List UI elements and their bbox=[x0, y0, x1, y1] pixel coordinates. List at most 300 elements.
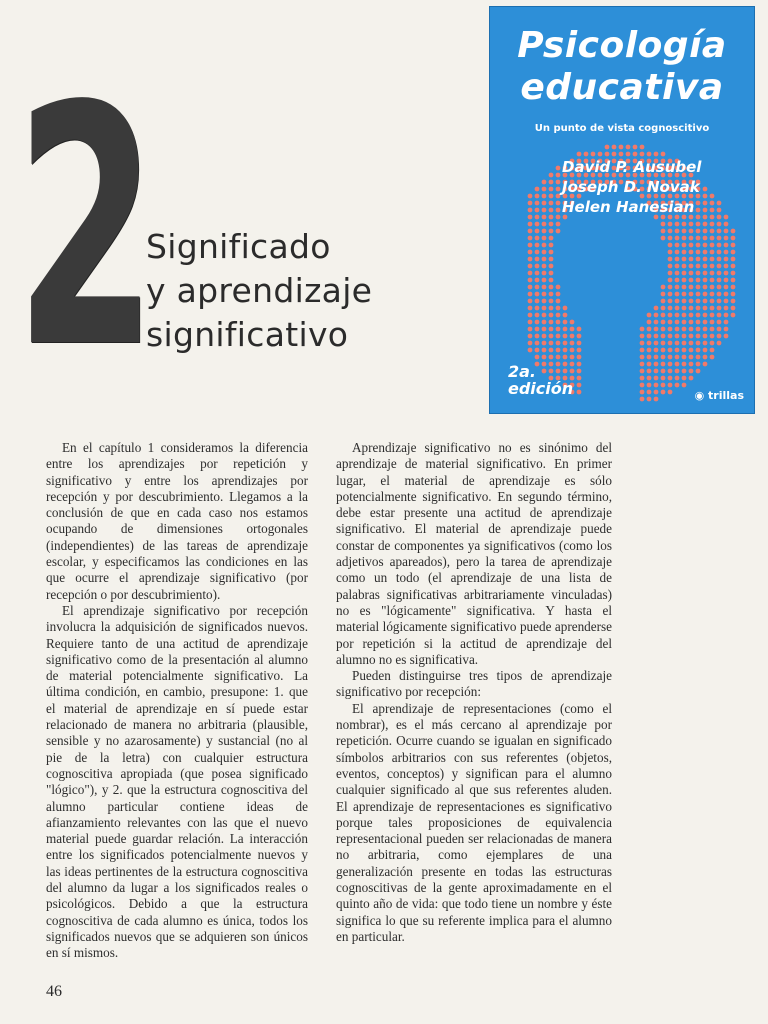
cover-dot bbox=[528, 229, 533, 234]
cover-dot bbox=[682, 264, 687, 269]
cover-dot bbox=[647, 348, 652, 353]
cover-dot bbox=[535, 292, 540, 297]
cover-dot bbox=[689, 236, 694, 241]
cover-dot bbox=[696, 271, 701, 276]
cover-dot bbox=[710, 278, 715, 283]
cover-dot bbox=[696, 334, 701, 339]
cover-dot bbox=[528, 306, 533, 311]
cover-dot bbox=[661, 306, 666, 311]
cover-author-2: Joseph D. Novak bbox=[562, 178, 700, 196]
cover-dot bbox=[710, 306, 715, 311]
cover-dot bbox=[549, 180, 554, 185]
cover-dot bbox=[724, 243, 729, 248]
cover-dot bbox=[724, 236, 729, 241]
cover-dot bbox=[542, 180, 547, 185]
cover-dot bbox=[535, 306, 540, 311]
cover-dot bbox=[696, 264, 701, 269]
cover-dot bbox=[717, 250, 722, 255]
cover-dot bbox=[696, 278, 701, 283]
cover-dot bbox=[535, 320, 540, 325]
cover-dot bbox=[528, 264, 533, 269]
chapter-number: 2 bbox=[14, 36, 152, 420]
cover-dot bbox=[647, 376, 652, 381]
cover-dot bbox=[563, 320, 568, 325]
cover-dot bbox=[577, 369, 582, 374]
cover-dot bbox=[724, 257, 729, 262]
cover-dot bbox=[689, 257, 694, 262]
cover-dot bbox=[570, 348, 575, 353]
cover-dot bbox=[542, 334, 547, 339]
cover-dot bbox=[542, 341, 547, 346]
cover-dot bbox=[675, 278, 680, 283]
cover-dot bbox=[661, 229, 666, 234]
cover-dot bbox=[542, 229, 547, 234]
cover-dot bbox=[668, 250, 673, 255]
cover-dot bbox=[731, 292, 736, 297]
cover-dot bbox=[703, 236, 708, 241]
cover-dot bbox=[668, 334, 673, 339]
cover-dot bbox=[556, 355, 561, 360]
cover-dot bbox=[563, 334, 568, 339]
cover-dot bbox=[542, 299, 547, 304]
cover-dot bbox=[717, 299, 722, 304]
cover-dot bbox=[542, 215, 547, 220]
cover-dot bbox=[528, 278, 533, 283]
cover-dot bbox=[528, 194, 533, 199]
cover-dot bbox=[549, 222, 554, 227]
cover-dot bbox=[542, 320, 547, 325]
cover-dot bbox=[528, 250, 533, 255]
cover-dot bbox=[535, 194, 540, 199]
cover-dot bbox=[710, 334, 715, 339]
cover-dot bbox=[668, 243, 673, 248]
cover-dot bbox=[535, 187, 540, 192]
cover-dot bbox=[710, 271, 715, 276]
cover-dot bbox=[668, 271, 673, 276]
cover-dot bbox=[654, 376, 659, 381]
cover-dot bbox=[703, 299, 708, 304]
cover-dot bbox=[675, 313, 680, 318]
cover-dot bbox=[675, 222, 680, 227]
cover-dot bbox=[647, 362, 652, 367]
cover-dot bbox=[668, 383, 673, 388]
cover-dot bbox=[556, 334, 561, 339]
cover-dot bbox=[654, 348, 659, 353]
cover-dot bbox=[577, 362, 582, 367]
cover-dot bbox=[703, 320, 708, 325]
body-paragraph: El aprendizaje de representaciones (como el nombrar), es el más cercano al aprendizaje por repetición. Ocurre cuando se igualan en significado símbolos arbitrarios con sus referentes (objetos, eventos, conceptos) y significan para el alumno cualquier significado al que sus referentes aluden. El aprendizaje de representaciones es significativo porque tales proposiciones de equivalencia representacional pueden ser relacionadas de manera no arbitraria, como ejemplares de una generalización presente en todas las estructuras cognoscitivas de la gente aproximadamente en el quinto año de vida: que todo tiene un nombre y éste significa lo que su referente implica para el alumno en particular. bbox=[336, 700, 612, 944]
cover-dot bbox=[710, 257, 715, 262]
cover-dot bbox=[696, 257, 701, 262]
cover-dot bbox=[668, 355, 673, 360]
cover-dot bbox=[675, 348, 680, 353]
cover-dot bbox=[668, 285, 673, 290]
cover-dot bbox=[675, 369, 680, 374]
cover-dot bbox=[633, 145, 638, 150]
cover-dot bbox=[731, 306, 736, 311]
cover-dot bbox=[668, 257, 673, 262]
cover-dot bbox=[661, 383, 666, 388]
body-paragraph: Aprendizaje significativo no es sinónimo del aprendizaje de material significativo. En primer lugar, el material de aprendizaje es sólo potencialmente significativo. En segundo término, debe estar presente una actitud de aprendizaje significativo. El material de aprendizaje puede constar de componentes ya significativos (como los adjetivos apareados), pero la tarea de aprendizaje como un todo (el aprendizaje de una lista de palabras significativas arbitrariamente vinculadas) no es "lógicamente" significativa. Y hasta el material lógicamente significativo puede aprenderse por repetición si la actitud de aprendizaje del alumno no es significativa. bbox=[336, 440, 612, 667]
cover-dot bbox=[724, 271, 729, 276]
cover-dot bbox=[717, 306, 722, 311]
cover-dot bbox=[570, 334, 575, 339]
cover-dot bbox=[549, 285, 554, 290]
cover-dot bbox=[717, 229, 722, 234]
cover-dot bbox=[710, 236, 715, 241]
cover-dot bbox=[689, 264, 694, 269]
cover-dot bbox=[528, 201, 533, 206]
cover-dot bbox=[675, 236, 680, 241]
cover-dot bbox=[549, 299, 554, 304]
cover-dot bbox=[689, 292, 694, 297]
cover-dot bbox=[640, 152, 645, 157]
cover-dot bbox=[689, 306, 694, 311]
cover-dot bbox=[661, 236, 666, 241]
body-column-right bbox=[336, 440, 612, 945]
cover-dot bbox=[535, 243, 540, 248]
cover-dot bbox=[724, 334, 729, 339]
cover-dot bbox=[549, 250, 554, 255]
cover-dot bbox=[577, 334, 582, 339]
cover-dot bbox=[682, 362, 687, 367]
cover-dot bbox=[570, 327, 575, 332]
cover-dot bbox=[696, 229, 701, 234]
cover-dot bbox=[640, 376, 645, 381]
cover-dot bbox=[675, 306, 680, 311]
body-paragraph: Pueden distinguirse tres tipos de aprendizaje significativo por recepción: bbox=[336, 668, 612, 700]
cover-dot bbox=[710, 229, 715, 234]
cover-dot bbox=[689, 278, 694, 283]
cover-dot bbox=[703, 313, 708, 318]
cover-dot bbox=[710, 355, 715, 360]
cover-dot bbox=[647, 369, 652, 374]
cover-dot bbox=[661, 320, 666, 325]
cover-dot bbox=[682, 376, 687, 381]
cover-dot bbox=[549, 257, 554, 262]
cover-dot bbox=[682, 334, 687, 339]
cover-dot bbox=[542, 236, 547, 241]
cover-dot bbox=[556, 229, 561, 234]
cover-dot bbox=[717, 222, 722, 227]
cover-dot bbox=[689, 327, 694, 332]
cover-dot bbox=[647, 397, 652, 402]
cover-dot bbox=[668, 222, 673, 227]
cover-dot bbox=[563, 327, 568, 332]
cover-dot bbox=[577, 327, 582, 332]
book-cover-image bbox=[489, 6, 755, 414]
cover-dot bbox=[542, 313, 547, 318]
cover-dot bbox=[542, 194, 547, 199]
cover-dot bbox=[556, 327, 561, 332]
cover-dot bbox=[717, 278, 722, 283]
cover-dot bbox=[542, 187, 547, 192]
cover-dot bbox=[528, 257, 533, 262]
cover-dot bbox=[717, 341, 722, 346]
cover-author-1: David P. Ausubel bbox=[562, 158, 702, 176]
cover-dot bbox=[731, 264, 736, 269]
cover-dot bbox=[689, 320, 694, 325]
cover-dot bbox=[577, 355, 582, 360]
cover-dot bbox=[682, 271, 687, 276]
cover-dot bbox=[682, 292, 687, 297]
cover-dot bbox=[689, 222, 694, 227]
cover-dot bbox=[668, 229, 673, 234]
cover-dot bbox=[535, 208, 540, 213]
cover-dot bbox=[612, 152, 617, 157]
cover-dot bbox=[535, 222, 540, 227]
cover-dot bbox=[675, 299, 680, 304]
cover-dot bbox=[535, 341, 540, 346]
cover-dot bbox=[549, 229, 554, 234]
cover-dot bbox=[703, 292, 708, 297]
cover-dot bbox=[654, 327, 659, 332]
chapter-title-line-2: y aprendizaje bbox=[146, 271, 373, 310]
cover-dot bbox=[696, 369, 701, 374]
cover-dot bbox=[549, 278, 554, 283]
body-paragraph: El aprendizaje significativo por recepción involucra la adquisición de significados nuevos. Requiere tanto de una actitud de aprendizaje significativo como de la presentación al alumno de material potencialmente significativo. La última condición, en cambio, presupone: 1. que el material de aprendizaje en sí puede estar relacionado de manera no arbitraria (plausible, sensible y no azarosamente) y sustancial (no al pie de la letra) con cualquier estructura cognoscitiva apropiada (que posea significado "lógico"), y 2. que la estructura cognoscitiva del alumno particular contiene ideas de afianzamiento relevantes con las que el nuevo material puede guardar relación. La interacción entre los significados potencialmente nuevos y las ideas pertinentes de la estructura cognoscitiva del alumno da lugar a los significados reales o psicológicos. Debido a que la estructura cognoscitiva de cada alumno es única, todos los significados nuevos que se adquieren son únicos en sí mismos. bbox=[46, 602, 308, 961]
cover-dot bbox=[591, 152, 596, 157]
cover-dot bbox=[710, 292, 715, 297]
cover-dot bbox=[731, 271, 736, 276]
cover-dot bbox=[661, 355, 666, 360]
cover-dot bbox=[689, 334, 694, 339]
cover-dot bbox=[689, 376, 694, 381]
cover-dot bbox=[640, 383, 645, 388]
cover-dot bbox=[563, 341, 568, 346]
cover-dot bbox=[724, 327, 729, 332]
cover-dot bbox=[731, 278, 736, 283]
cover-dot bbox=[668, 341, 673, 346]
body-column-left bbox=[46, 440, 308, 962]
cover-dot bbox=[703, 257, 708, 262]
cover-dot bbox=[724, 313, 729, 318]
cover-dot bbox=[549, 320, 554, 325]
cover-dot bbox=[647, 334, 652, 339]
cover-dot bbox=[682, 278, 687, 283]
cover-dot bbox=[528, 222, 533, 227]
cover-dot bbox=[675, 341, 680, 346]
cover-dot bbox=[703, 264, 708, 269]
cover-dot bbox=[710, 299, 715, 304]
cover-dot bbox=[682, 222, 687, 227]
cover-dot bbox=[710, 327, 715, 332]
cover-dot bbox=[703, 222, 708, 227]
cover-dot bbox=[689, 250, 694, 255]
cover-dot bbox=[682, 306, 687, 311]
cover-dot bbox=[668, 292, 673, 297]
cover-dot bbox=[724, 299, 729, 304]
cover-dot bbox=[647, 327, 652, 332]
page-number: 46 bbox=[46, 983, 62, 1000]
cover-dot bbox=[661, 376, 666, 381]
cover-dot bbox=[675, 264, 680, 269]
cover-dot bbox=[675, 383, 680, 388]
cover-author-3: Helen Hanesian bbox=[562, 198, 695, 216]
cover-dot bbox=[556, 320, 561, 325]
cover-dot bbox=[675, 334, 680, 339]
cover-dot bbox=[682, 320, 687, 325]
cover-dot bbox=[731, 285, 736, 290]
chapter-title-line-3: significativo bbox=[146, 315, 349, 354]
cover-dot bbox=[696, 250, 701, 255]
cover-dot bbox=[640, 362, 645, 367]
cover-dot bbox=[549, 306, 554, 311]
cover-dot bbox=[577, 376, 582, 381]
cover-dot bbox=[682, 299, 687, 304]
cover-dot bbox=[689, 369, 694, 374]
cover-dot bbox=[528, 271, 533, 276]
cover-dot bbox=[528, 320, 533, 325]
cover-dot bbox=[556, 222, 561, 227]
chapter-title-line-1: Significado bbox=[146, 227, 331, 266]
cover-dot bbox=[542, 285, 547, 290]
cover-dot bbox=[654, 152, 659, 157]
cover-dot bbox=[717, 313, 722, 318]
cover-dot bbox=[696, 320, 701, 325]
cover-dot bbox=[682, 348, 687, 353]
cover-dot bbox=[717, 327, 722, 332]
cover-publisher-name: trillas bbox=[708, 389, 744, 402]
cover-dot bbox=[528, 327, 533, 332]
cover-dot bbox=[668, 362, 673, 367]
cover-dot bbox=[682, 355, 687, 360]
cover-dot bbox=[542, 278, 547, 283]
cover-dot bbox=[549, 292, 554, 297]
cover-dot bbox=[689, 299, 694, 304]
cover-dot bbox=[605, 145, 610, 150]
cover-dot bbox=[696, 236, 701, 241]
cover-dot bbox=[703, 285, 708, 290]
cover-dot bbox=[710, 285, 715, 290]
cover-dot bbox=[528, 299, 533, 304]
cover-dot bbox=[577, 348, 582, 353]
cover-dot bbox=[570, 355, 575, 360]
cover-dot bbox=[556, 348, 561, 353]
cover-dot bbox=[717, 264, 722, 269]
cover-dot bbox=[654, 355, 659, 360]
cover-dot bbox=[703, 334, 708, 339]
cover-dot bbox=[535, 236, 540, 241]
cover-authors bbox=[562, 157, 752, 217]
cover-dot bbox=[668, 348, 673, 353]
cover-dot bbox=[675, 229, 680, 234]
cover-dot bbox=[682, 313, 687, 318]
cover-dot bbox=[556, 173, 561, 178]
cover-dot bbox=[682, 327, 687, 332]
cover-dot bbox=[710, 264, 715, 269]
cover-dot bbox=[528, 208, 533, 213]
cover-dot bbox=[661, 152, 666, 157]
cover-dot bbox=[661, 341, 666, 346]
cover-dot bbox=[675, 362, 680, 367]
cover-dot bbox=[668, 299, 673, 304]
cover-dot bbox=[535, 285, 540, 290]
cover-dot bbox=[724, 292, 729, 297]
cover-dot bbox=[696, 313, 701, 318]
cover-dot bbox=[696, 341, 701, 346]
cover-dot bbox=[717, 292, 722, 297]
cover-dot bbox=[640, 334, 645, 339]
cover-dot bbox=[661, 292, 666, 297]
cover-dot bbox=[661, 327, 666, 332]
cover-dot bbox=[549, 243, 554, 248]
cover-dot bbox=[542, 292, 547, 297]
cover-dot bbox=[542, 243, 547, 248]
cover-dot bbox=[619, 152, 624, 157]
cover-dot bbox=[717, 236, 722, 241]
cover-dot bbox=[668, 369, 673, 374]
cover-dot bbox=[570, 341, 575, 346]
cover-dot bbox=[549, 187, 554, 192]
cover-dot bbox=[549, 355, 554, 360]
cover-dot bbox=[535, 299, 540, 304]
cover-dot bbox=[675, 376, 680, 381]
cover-dot bbox=[675, 327, 680, 332]
cover-dot bbox=[675, 243, 680, 248]
cover-dot bbox=[640, 341, 645, 346]
cover-dot bbox=[640, 327, 645, 332]
cover-dot bbox=[675, 257, 680, 262]
cover-dot bbox=[703, 278, 708, 283]
cover-dot bbox=[696, 243, 701, 248]
cover-dot bbox=[528, 243, 533, 248]
cover-dot bbox=[570, 320, 575, 325]
cover-dot bbox=[535, 334, 540, 339]
cover-title-line-1: Psicología bbox=[517, 25, 727, 66]
cover-dot bbox=[542, 327, 547, 332]
cover-dot bbox=[549, 348, 554, 353]
cover-dot bbox=[717, 334, 722, 339]
cover-dot bbox=[563, 355, 568, 360]
cover-dot bbox=[563, 306, 568, 311]
cover-dot bbox=[724, 285, 729, 290]
cover-dot bbox=[640, 355, 645, 360]
cover-dot bbox=[647, 390, 652, 395]
cover-dot bbox=[724, 250, 729, 255]
cover-dot bbox=[556, 201, 561, 206]
cover-dot bbox=[605, 152, 610, 157]
cover-dot bbox=[542, 201, 547, 206]
cover-dot bbox=[731, 250, 736, 255]
cover-dot bbox=[675, 355, 680, 360]
cover-edition bbox=[508, 363, 573, 397]
cover-dot bbox=[598, 152, 603, 157]
cover-dot bbox=[668, 376, 673, 381]
cover-dot bbox=[675, 271, 680, 276]
cover-dot bbox=[689, 355, 694, 360]
cover-dot bbox=[731, 236, 736, 241]
cover-dot bbox=[682, 383, 687, 388]
cover-dot bbox=[549, 201, 554, 206]
cover-dot bbox=[689, 341, 694, 346]
cover-dot bbox=[668, 390, 673, 395]
cover-dot bbox=[542, 257, 547, 262]
cover-dot bbox=[661, 285, 666, 290]
cover-dot bbox=[556, 341, 561, 346]
cover-dot bbox=[675, 320, 680, 325]
cover-dot bbox=[542, 355, 547, 360]
cover-dot bbox=[556, 187, 561, 192]
cover-dot bbox=[689, 313, 694, 318]
cover-dot bbox=[661, 299, 666, 304]
cover-dot bbox=[528, 334, 533, 339]
cover-dot bbox=[542, 271, 547, 276]
cover-dot bbox=[640, 397, 645, 402]
cover-dot bbox=[717, 285, 722, 290]
cover-dot bbox=[654, 320, 659, 325]
cover-dot bbox=[535, 313, 540, 318]
